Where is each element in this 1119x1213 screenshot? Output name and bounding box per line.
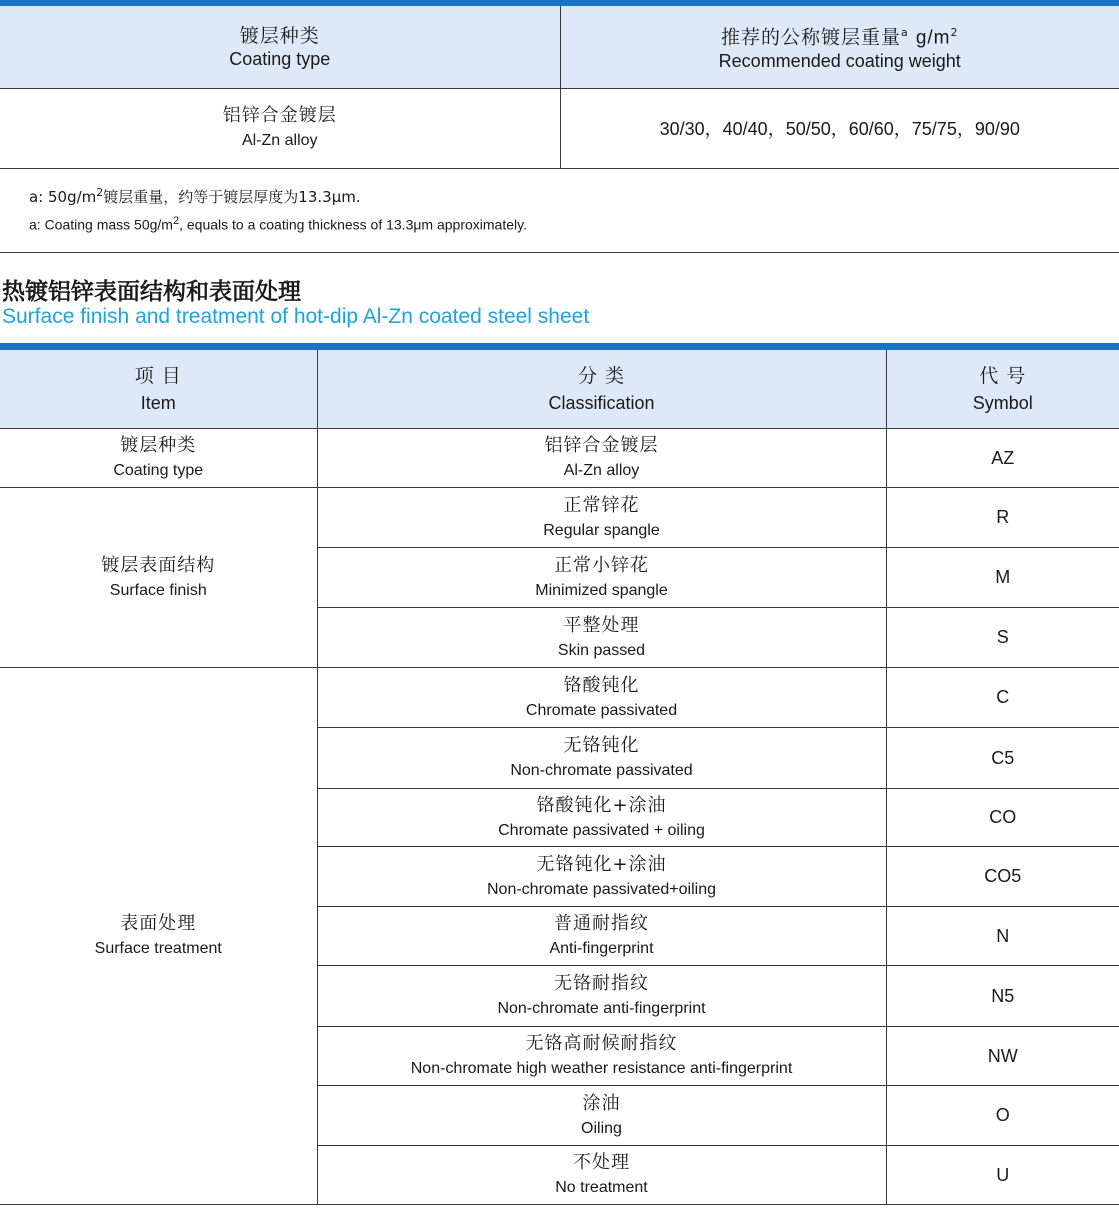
coating-weight-table [0, 0, 1119, 169]
group-cell-coating-type [0, 429, 317, 488]
item-header-cn: 项 目 [134, 365, 182, 387]
classification-cell [317, 907, 886, 966]
symbol-cell: C5 [886, 728, 1119, 789]
classification-cn: 正常锌花 [563, 494, 640, 516]
classification-cell [317, 1146, 886, 1205]
section-divider [0, 252, 1119, 253]
classification-cn: 铬酸钝化 [563, 674, 640, 696]
group-en: Surface finish [109, 581, 207, 599]
table-row [0, 429, 1119, 488]
surface-finish-table [0, 343, 1119, 1205]
coating-type-header-cn: 镀层种类 [239, 24, 320, 47]
classification-cell [317, 548, 886, 608]
group-cell-surface-finish [0, 488, 317, 668]
classification-cn: 铝锌合金镀层 [544, 435, 659, 456]
coating-type-cell [0, 88, 560, 168]
footnote-en-sup: 2 [172, 215, 180, 227]
classification-cn: 平整处理 [563, 614, 640, 636]
symbol-cell: O [886, 1086, 1119, 1146]
classification-en: Chromate passivated [525, 701, 678, 719]
classification-cn: 正常小锌花 [554, 554, 649, 576]
classification-cell [317, 1027, 886, 1086]
symbol-header [886, 347, 1119, 429]
classification-cell [317, 789, 886, 847]
symbol-cell: M [886, 548, 1119, 608]
symbol-cell: S [886, 608, 1119, 668]
classification-cn: 无铬耐指纹 [554, 973, 649, 994]
classification-en: Minimized spangle [535, 581, 668, 599]
classification-cell [317, 847, 886, 907]
classification-cn: 普通耐指纹 [554, 913, 649, 934]
classification-cn: 无铬高耐候耐指纹 [525, 1033, 678, 1054]
footnote-cn-sup: 2 [96, 186, 104, 199]
coating-type-header [0, 3, 560, 88]
classification-cn: 无铬钝化 [563, 735, 640, 756]
classification-en: Anti-fingerprint [549, 940, 654, 957]
classification-header-en: Classification [548, 393, 655, 413]
section-title-en: Surface finish and treatment of hot-dip Al-Zn coated steel sheet [2, 305, 590, 328]
classification-en: Al-Zn alloy [563, 462, 640, 479]
classification-cell [317, 1086, 886, 1146]
coating-weight-header [560, 3, 1119, 88]
coating-weight-values: 30/30，40/40，50/50，60/60，75/75，90/90 [560, 88, 1119, 168]
footnote-en [29, 215, 527, 233]
symbol-cell: N [886, 907, 1119, 966]
classification-cn: 涂油 [582, 1092, 621, 1114]
footnote-cn-prefix: a: 50g/m [29, 188, 97, 206]
footnote-en-suffix: , equals to a coating thickness of 13.3μm approximately. [179, 216, 527, 233]
classification-en: Non-chromate passivated [510, 762, 693, 779]
group-en: Coating type [113, 462, 204, 479]
coating-type-en: Al-Zn alloy [241, 132, 318, 149]
symbol-header-cn: 代 号 [979, 365, 1027, 387]
classification-en: Regular spangle [543, 521, 660, 539]
table-row [0, 488, 1119, 548]
symbol-header-en: Symbol [972, 393, 1033, 413]
classification-en: Oiling [581, 1119, 622, 1137]
classification-en: Non-chromate passivated+oiling [486, 880, 716, 898]
symbol-cell: NW [886, 1027, 1119, 1086]
symbol-cell: CO [886, 789, 1119, 847]
symbol-cell: AZ [886, 429, 1119, 488]
symbol-cell: CO5 [886, 847, 1119, 907]
symbol-cell: U [886, 1146, 1119, 1205]
item-header-en: Item [140, 393, 176, 413]
classification-en: Non-chromate anti-fingerprint [497, 1000, 706, 1017]
symbol-cell: C [886, 668, 1119, 728]
weight-header-unit: g/m [915, 27, 951, 49]
coating-weight-header-row [0, 3, 1119, 88]
classification-cell [317, 966, 886, 1027]
coating-type-cn: 铝锌合金镀层 [222, 105, 337, 126]
footnote-cn [29, 186, 361, 207]
classification-header-cn: 分 类 [577, 365, 626, 387]
classification-cell [317, 728, 886, 789]
classification-cell [317, 668, 886, 728]
group-cell-surface-treatment [0, 668, 317, 1205]
classification-en: No treatment [555, 1179, 648, 1196]
item-header [0, 347, 317, 429]
group-en: Surface treatment [94, 940, 222, 957]
coating-weight-header-cn [561, 22, 1119, 49]
surface-table-header-row [0, 347, 1119, 429]
classification-en: Chromate passivated + oiling [498, 821, 705, 839]
symbol-cell: N5 [886, 966, 1119, 1027]
coating-weight-row [0, 88, 1119, 168]
weight-header-sup-a: a [901, 26, 909, 40]
section-title-cn: 热镀铝锌表面结构和表面处理 [2, 279, 301, 305]
classification-cell [317, 429, 886, 488]
classification-cn: 不处理 [573, 1152, 630, 1173]
group-cn: 表面处理 [120, 913, 197, 934]
classification-en: Skin passed [557, 641, 646, 659]
classification-cn: 无铬钝化+涂油 [536, 853, 667, 875]
group-cn: 镀层种类 [120, 435, 197, 456]
footnote-en-prefix: a: Coating mass 50g/m [29, 216, 173, 233]
classification-cell [317, 608, 886, 668]
coating-type-header-en: Coating type [229, 48, 331, 69]
classification-en: Non-chromate high weather resistance anti-fingerprint [410, 1060, 793, 1077]
group-cn: 镀层表面结构 [101, 554, 216, 576]
table-row [0, 668, 1119, 728]
weight-header-unit-sup: 2 [950, 26, 959, 40]
classification-header [317, 347, 886, 429]
classification-cn: 铬酸钝化+涂油 [536, 794, 667, 816]
footnote-cn-suffix: 镀层重量，约等于镀层厚度为13.3μm. [103, 188, 361, 206]
coating-weight-header-en: Recommended coating weight [718, 51, 961, 72]
classification-cell [317, 488, 886, 548]
symbol-cell: R [886, 488, 1119, 548]
weight-header-cn-text: 推荐的公称镀层重量 [721, 26, 902, 49]
